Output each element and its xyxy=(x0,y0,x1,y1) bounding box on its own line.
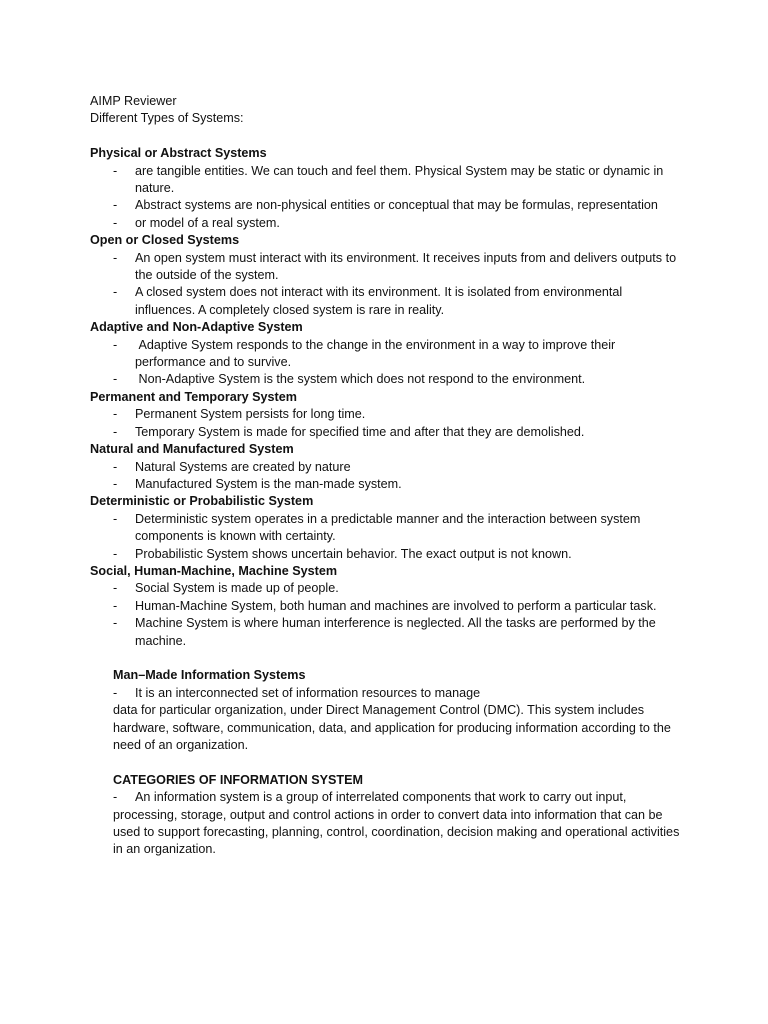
section-man-made-info-systems xyxy=(113,667,688,754)
paragraph-first-line: - It is an interconnected set of information resources to manage xyxy=(113,685,481,700)
list-item: - Abstract systems are non-physical entities or conceptual that may be formulas, representation xyxy=(113,198,658,213)
list-item: - An open system must interact with its environment. It receives inputs from and delivers outputs to the outside of the system. xyxy=(113,250,677,283)
list-item: - Probabilistic System shows uncertain behavior. The exact output is not known. xyxy=(113,546,572,561)
section-social-human-machine xyxy=(90,563,690,650)
document-subtitle: Different Types of Systems: xyxy=(90,111,244,126)
list-item: - Temporary System is made for specified time and after that they are demolished. xyxy=(113,424,585,439)
list-item: - Natural Systems are created by nature xyxy=(113,459,351,474)
section-heading: CATEGORIES OF INFORMATION SYSTEM xyxy=(113,772,364,787)
section-heading: Social, Human-Machine, Machine System xyxy=(90,563,338,578)
list-item: - Permanent System persists for long time. xyxy=(113,407,366,422)
section-physical-abstract xyxy=(90,145,690,232)
document-body xyxy=(90,93,690,859)
section-categories-info-system xyxy=(113,772,688,859)
section-heading: Natural and Manufactured System xyxy=(90,442,294,457)
list-item: - or model of a real system. xyxy=(113,215,280,230)
list-item: - Adaptive System responds to the change in the environment in a way to improve their performance and to survive. xyxy=(113,337,619,370)
list-item: - A closed system does not interact with its environment. It is isolated from environmental influences. A completely closed system is rare in reality. xyxy=(113,285,623,317)
list-item: - Non-Adaptive System is the system which does not respond to the environment. xyxy=(113,372,586,387)
section-open-closed xyxy=(90,232,690,319)
section-deterministic-probabilistic xyxy=(90,493,690,563)
list-item: - Deterministic system operates in a predictable manner and the interaction between system components is known with certainty. xyxy=(113,511,641,544)
section-heading: Physical or Abstract Systems xyxy=(90,146,267,161)
section-natural-manufactured xyxy=(90,441,690,493)
section-heading: Deterministic or Probabilistic System xyxy=(90,494,314,509)
paragraph-body: - An information system is a group of interrelated components that work to carry out input, processing, storage, output and control actions in order to convert data into information that can be used to support forecasting, planning, control, coordination, decision making and operational activities in an organization. xyxy=(113,790,680,857)
section-heading: Adaptive and Non-Adaptive System xyxy=(90,320,303,335)
list-item: - Social System is made up of people. xyxy=(113,581,339,596)
section-heading: Open or Closed Systems xyxy=(90,233,240,248)
document-title: AIMP Reviewer xyxy=(90,94,177,108)
list-item: - Machine System is where human interference is neglected. All the tasks are performed by the machine. xyxy=(113,616,656,648)
paragraph-body: data for particular organization, under Direct Management Control (DMC). This system includes hardware, software, communication, data, and application for producing information according to the need of an organization. xyxy=(113,703,671,752)
section-adaptive xyxy=(90,319,690,389)
section-heading: Man–Made Information Systems xyxy=(113,668,306,683)
section-permanent-temporary xyxy=(90,389,690,441)
list-item: - Human-Machine System, both human and machines are involved to perform a particular task. xyxy=(113,598,657,613)
list-item: - Manufactured System is the man-made system. xyxy=(113,476,402,491)
list-item: - are tangible entities. We can touch and feel them. Physical System may be static or dynamic in nature. xyxy=(113,163,664,196)
section-heading: Permanent and Temporary System xyxy=(90,389,297,404)
